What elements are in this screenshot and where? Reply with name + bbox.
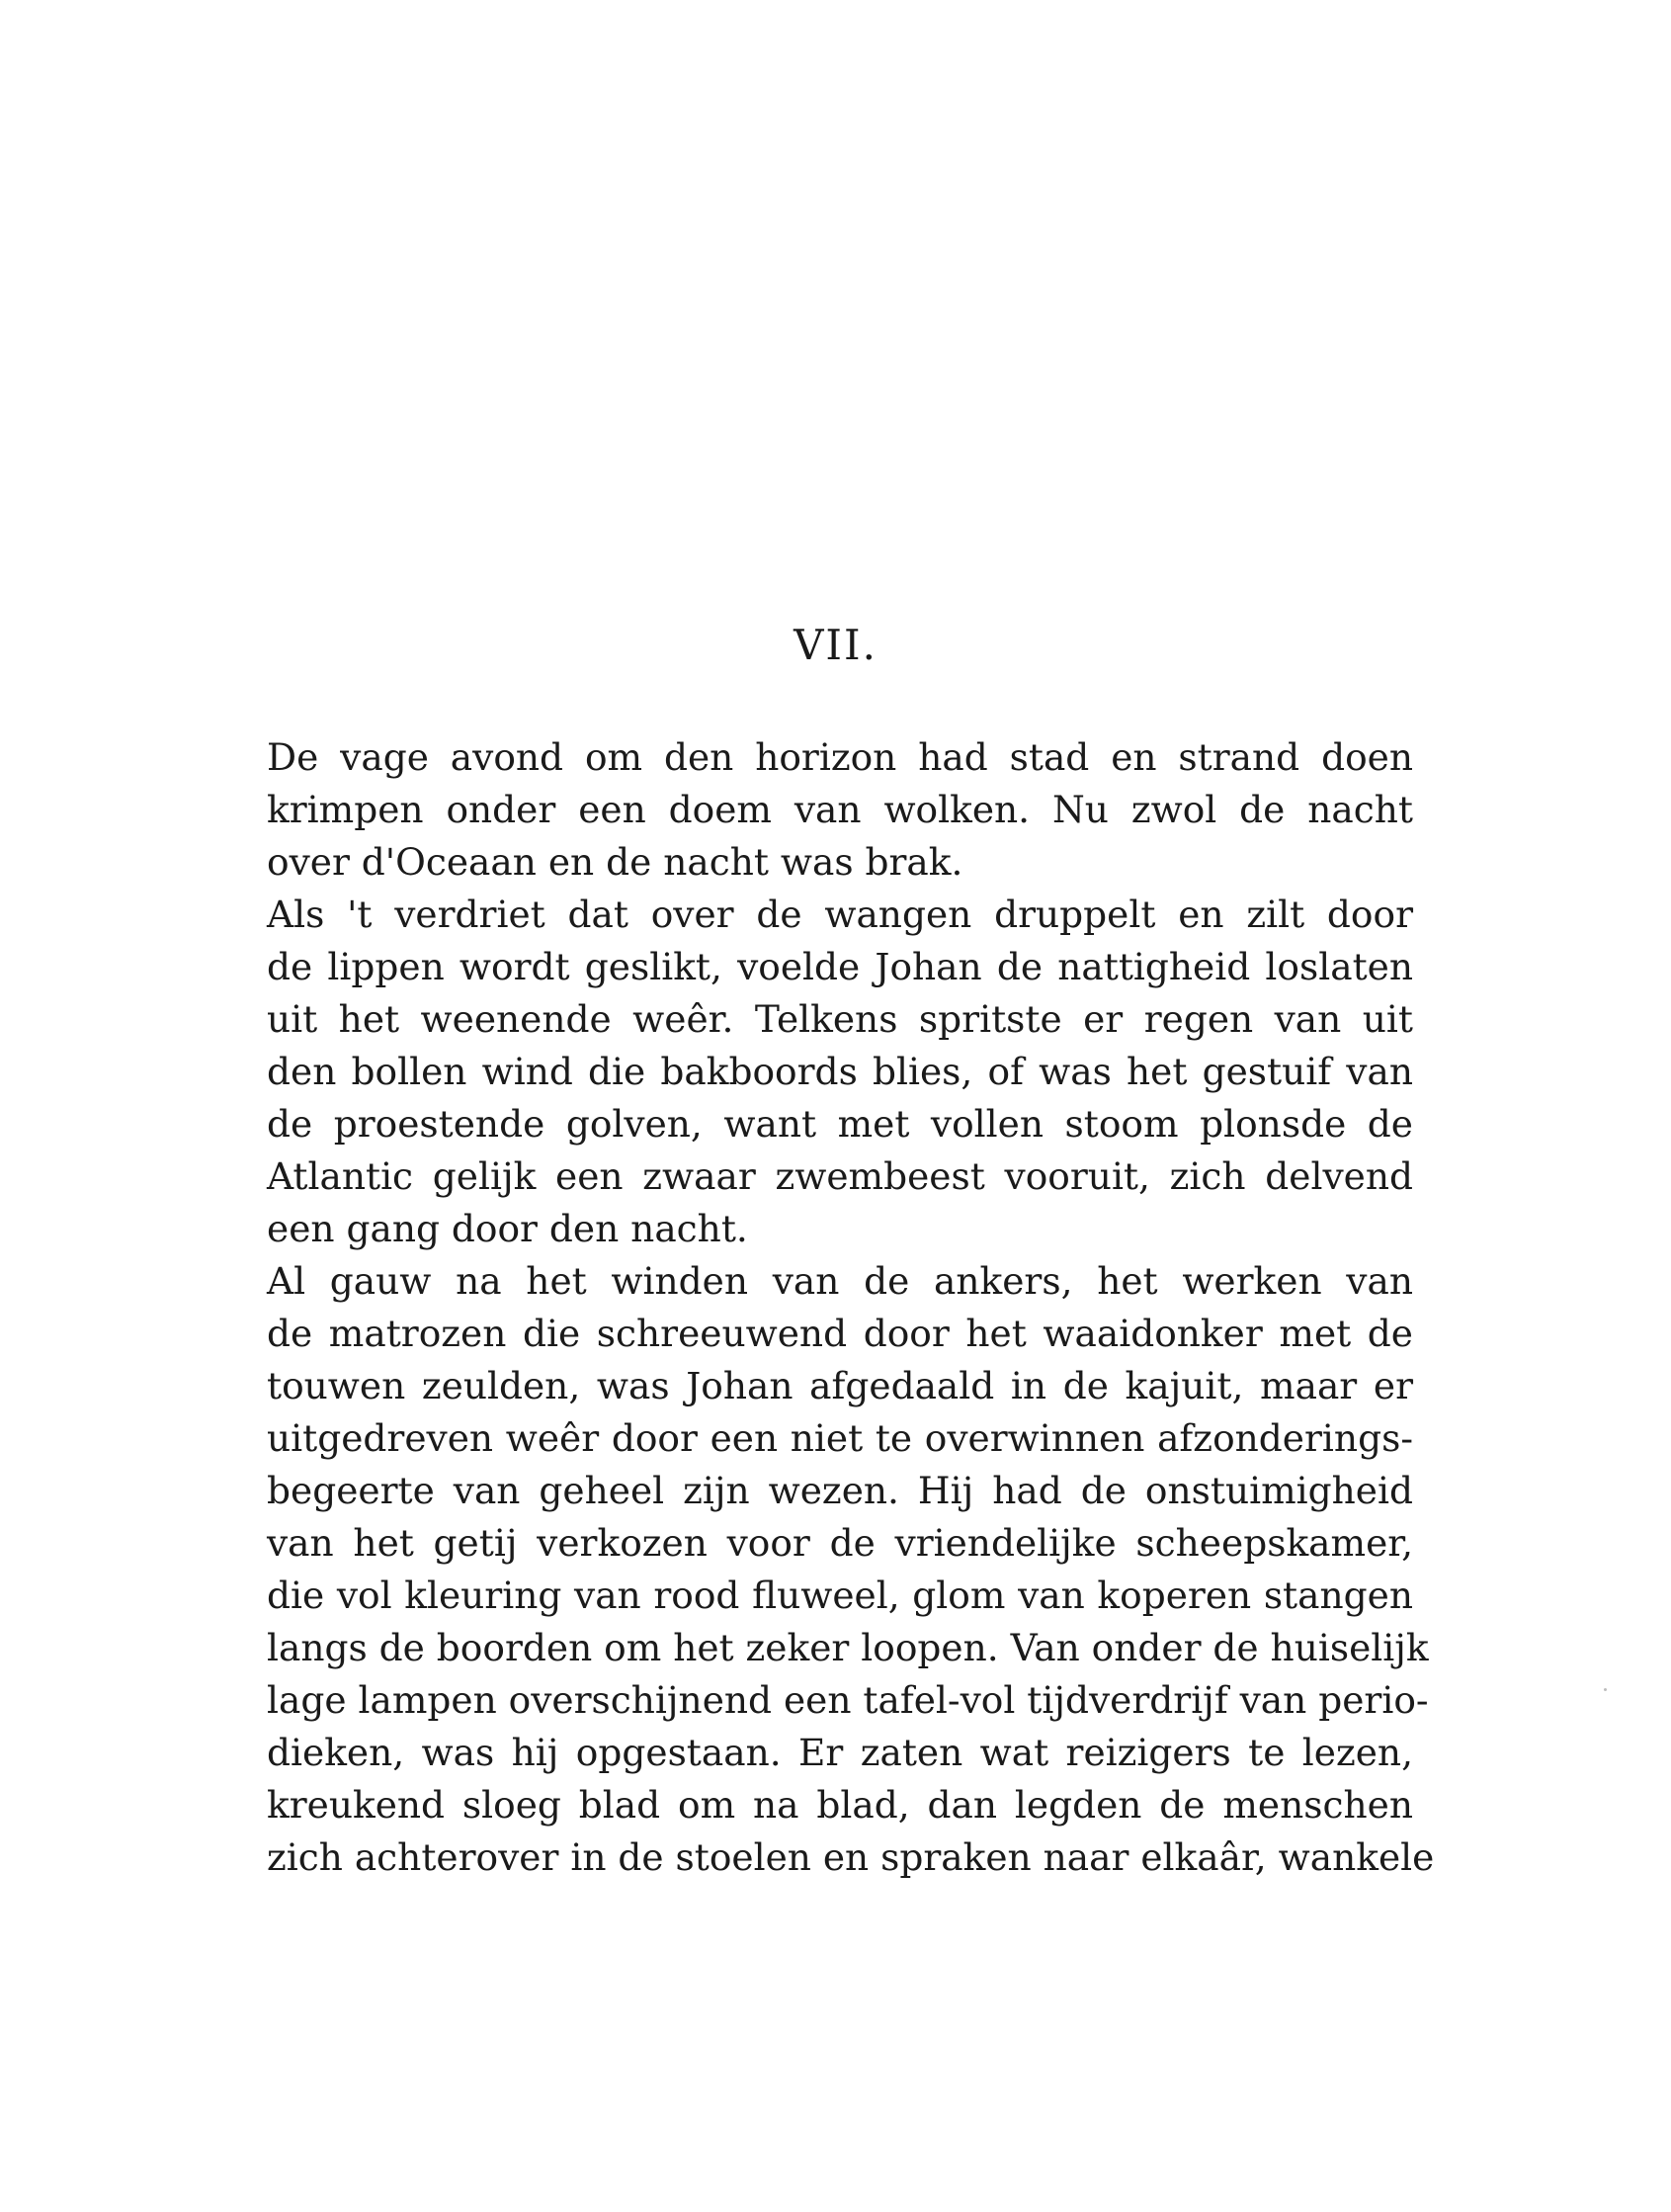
paragraph-2	[267, 889, 1413, 1255]
text-line: den bollen wind die bakboords blies, of was het gestuif van	[267, 1050, 1413, 1093]
text-line: touwen zeulden, was Johan afgedaald in de kajuit, maar er	[267, 1364, 1413, 1407]
text-line: uit het weenende weêr. Telkens spritste er regen van uit	[267, 997, 1413, 1041]
text-line: kreukend sloeg blad om na blad, dan legden de menschen	[267, 1783, 1413, 1827]
text-line: krimpen onder een doem van wolken. Nu zwol de nacht	[267, 788, 1413, 831]
text-line: dieken, was hij opgestaan. Er zaten wat reizigers te lezen,	[267, 1731, 1413, 1774]
text-line: de lippen wordt geslikt, voelde Johan de nattigheid loslaten	[267, 945, 1413, 988]
text-line: Als 't verdriet dat over de wangen druppelt en zilt door	[267, 893, 1413, 936]
text-line: Atlantic gelijk een zwaar zwembeest vooruit, zich delvend	[267, 1154, 1413, 1198]
text-line: de matrozen die schreeuwend door het waaidonker met de	[267, 1312, 1413, 1355]
text-line: lage lampen overschijnend een tafel-vol tijdverdrijf van perio-	[267, 1678, 1429, 1722]
text-line: Al gauw na het winden van de ankers, het werken van	[267, 1259, 1413, 1303]
paragraph-3	[267, 1255, 1435, 1884]
text-line: uitgedreven weêr door een niet te overwinnen afzonderings-	[267, 1416, 1413, 1460]
text-line: langs de boorden om het zeker loopen. Van onder de huiselijk	[267, 1626, 1429, 1669]
scan-speck	[1604, 1688, 1607, 1691]
text-line: die vol kleuring van rood fluweel, glom van koperen stangen	[267, 1574, 1413, 1617]
paragraph-1	[267, 731, 1413, 889]
chapter-heading: VII.	[794, 621, 877, 669]
text-line: de proestende golven, want met vollen stoom plonsde de	[267, 1102, 1413, 1146]
text-line: over d'Oceaan en de nacht was brak.	[267, 840, 963, 884]
text-line: een gang door den nacht.	[267, 1207, 748, 1250]
text-line: De vage avond om den horizon had stad en strand doen	[267, 735, 1413, 779]
text-line: van het getij verkozen voor de vriendelijke scheepskamer,	[267, 1521, 1413, 1565]
text-line: zich achterover in de stoelen en spraken naar elkaâr, wankele	[267, 1835, 1435, 1879]
text-line: begeerte van geheel zijn wezen. Hij had de onstuimigheid	[267, 1469, 1413, 1512]
